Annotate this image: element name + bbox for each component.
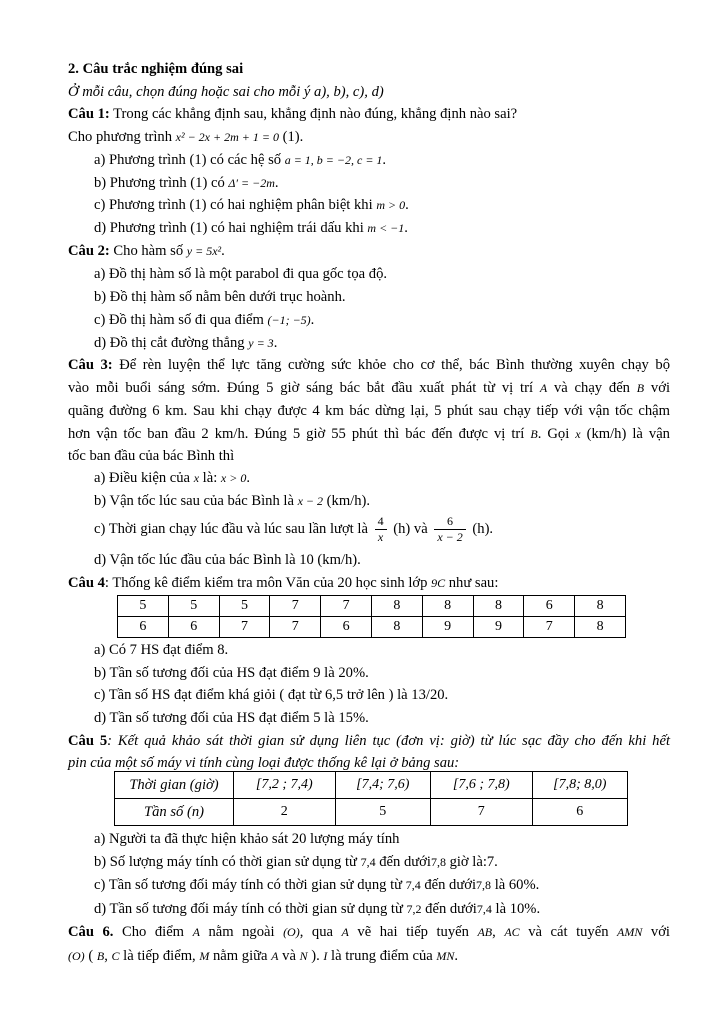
table-cell: 7 [270,617,321,638]
q2-option-b: b) Đồ thị hàm số nằm bên dưới trục hoành. [94,289,346,305]
q4-label: Câu 4 [68,575,105,591]
table-cell: [7,2 ; 7,4) [234,772,336,799]
table-cell: [7,8; 8,0) [532,772,627,799]
q1-stem: Câu 1: Trong các khẳng định sau, khẳng định nào đúng, khẳng định nào sai? [68,106,518,122]
table-cell: 8 [575,617,626,638]
q5-stem-line1: Câu 5: Kết quả khảo sát thời gian sử dụng liên tục (đơn vị: giờ) từ lúc sạc đầy cho đến khi hết [68,733,670,749]
q3-stem-line5: tốc ban đầu của bác Bình thì [68,448,235,464]
table-row [118,596,626,617]
table-cell: 6 [118,617,169,638]
q5-label: Câu 5 [68,733,108,749]
section-instruction: Ở mỗi câu, chọn đúng hoặc sai cho mỗi ý a), b), c), d) [68,84,384,100]
q3-option-b: b) Vận tốc lúc sau của bác Bình là x − 2 (km/h). [94,493,371,509]
table-cell: 6 [168,617,219,638]
table-cell: 2 [234,799,336,826]
q3-stem-line2: vào mỗi buổi sáng sớm. Đúng 5 giờ sáng bác bắt đầu xuất phát từ vị trí A và chạy đến B với [68,380,670,396]
q2-label: Câu 2: [68,243,110,259]
q3-option-d: d) Vận tốc lúc đầu của bác Bình là 10 (km/h). [94,552,361,568]
q5-frequency-table [114,771,628,826]
table-cell: 8 [575,596,626,617]
q5-option-c: c) Tần số tương đối máy tính có thời gian sử dụng từ 7,4 đến dưới7,8 là 60%. [94,877,540,893]
q5-option-d: d) Tần số tương đối máy tính có thời gian sử dụng từ 7,2 đến dưới7,4 là 10%. [94,901,541,917]
table-cell: 8 [473,596,524,617]
q4-option-c: c) Tần số HS đạt điểm khá giỏi ( đạt từ 6,5 trở lên ) là 13/20. [94,687,449,703]
q4-stem: Câu 4: Thống kê điểm kiểm tra môn Văn của 20 học sinh lớp 9C như sau: [68,575,499,591]
table-cell: 7 [524,617,575,638]
q1-label: Câu 1: [68,106,110,122]
table-cell: 7 [270,596,321,617]
q1-equation-line: Cho phương trình x² − 2x + 2m + 1 = 0 (1). [68,129,304,145]
q2-option-d: d) Đồ thị cắt đường thẳng y = 3. [94,335,278,351]
q6-stem-line2: (O) ( B, C là tiếp điểm, M nằm giữa A và N ). I là trung điểm của MN. [68,948,459,964]
table-row [115,772,628,799]
q1-option-b: b) Phương trình (1) có Δ′ = −2m. [94,175,279,191]
q3-stem-line4: hơn vận tốc ban đầu 2 km/h. Đúng 5 giờ 55 phút thì bác đến được vị trí B. Gọi x (km/h) là vận [68,426,670,442]
table-cell: 7 [219,617,270,638]
table-cell: 9 [473,617,524,638]
section-title: 2. Câu trắc nghiệm đúng sai [68,61,244,77]
q5-option-b: b) Số lượng máy tính có thời gian sử dụng từ 7,4 đến dưới7,8 giờ là:7. [94,854,498,870]
table-cell: 5 [219,596,270,617]
q3-option-c: c) Thời gian chạy lúc đầu và lúc sau lần lượt là $\frac{4}{x}$ (h) và $\frac{6}{x - 2}$ (h). [94,514,494,545]
q2-stem: Câu 2: Cho hàm số y = 5x². [68,243,225,259]
table-row [115,799,628,826]
q1-option-a: a) Phương trình (1) có các hệ số a = 1, b = −2, c = 1. [94,152,387,168]
table-cell: [7,4; 7,6) [335,772,430,799]
table-cell: 8 [422,596,473,617]
table-cell: 6 [524,596,575,617]
q2-option-c: c) Đồ thị hàm số đi qua điểm (−1; −5). [94,312,315,328]
q4-score-table [117,595,626,638]
table-header-time: Thời gian (giờ) [115,772,234,799]
q6-stem-line1: Câu 6. Cho điểm A nằm ngoài (O), qua A vẽ hai tiếp tuyến AB, AC và cát tuyến AMN với [68,924,670,940]
table-cell: 8 [371,617,422,638]
q4-option-b: b) Tần số tương đối của HS đạt điểm 9 là 20%. [94,665,369,681]
table-cell: 6 [532,799,627,826]
table-cell: [7,6 ; 7,8) [430,772,532,799]
table-cell: 5 [335,799,430,826]
q5-option-a: a) Người ta đã thực hiện khảo sát 20 lượng máy tính [94,831,400,847]
table-cell: 8 [371,596,422,617]
table-cell: 5 [118,596,169,617]
table-row [118,617,626,638]
q3-stem-line3: quãng đường 6 km. Sau khi chạy được 4 km bác dừng lại, 5 phút sau chạy tiếp với vận tốc chậm [68,403,670,419]
q5-stem-line2: pin của một số máy vi tính cùng loại được thống kê lại ở bảng sau: [68,755,460,771]
q3-label: Câu 3: [68,357,113,373]
q3-fraction-2: $\frac{6}{x - 2}$ [434,514,465,545]
q4-option-d: d) Tần số tương đối của HS đạt điểm 5 là 15%. [94,710,369,726]
q3-option-a: a) Điều kiện của x là: x > 0. [94,470,250,486]
table-cell: 5 [168,596,219,617]
q1-option-d: d) Phương trình (1) có hai nghiệm trái dấu khi m < −1. [94,220,408,236]
q6-label: Câu 6. [68,924,114,940]
q3-stem-line1: Câu 3: Để rèn luyện thể lực tăng cường sức khỏe cho cơ thể, bác Bình thường xuyên chạy bộ [68,357,671,373]
table-cell: 7 [430,799,532,826]
table-cell: 6 [321,617,372,638]
table-cell: 9 [422,617,473,638]
q3-fraction-1: $\frac{4}{x}$ [375,514,387,545]
q1-option-c: c) Phương trình (1) có hai nghiệm phân biệt khi m > 0. [94,197,409,213]
table-cell: 7 [321,596,372,617]
q4-option-a: a) Có 7 HS đạt điểm 8. [94,642,229,658]
q1-equation: x² − 2x + 2m + 1 = 0 [175,130,279,144]
q2-option-a: a) Đồ thị hàm số là một parabol đi qua gốc tọa độ. [94,266,388,282]
table-header-frequency: Tần số (n) [115,799,234,826]
